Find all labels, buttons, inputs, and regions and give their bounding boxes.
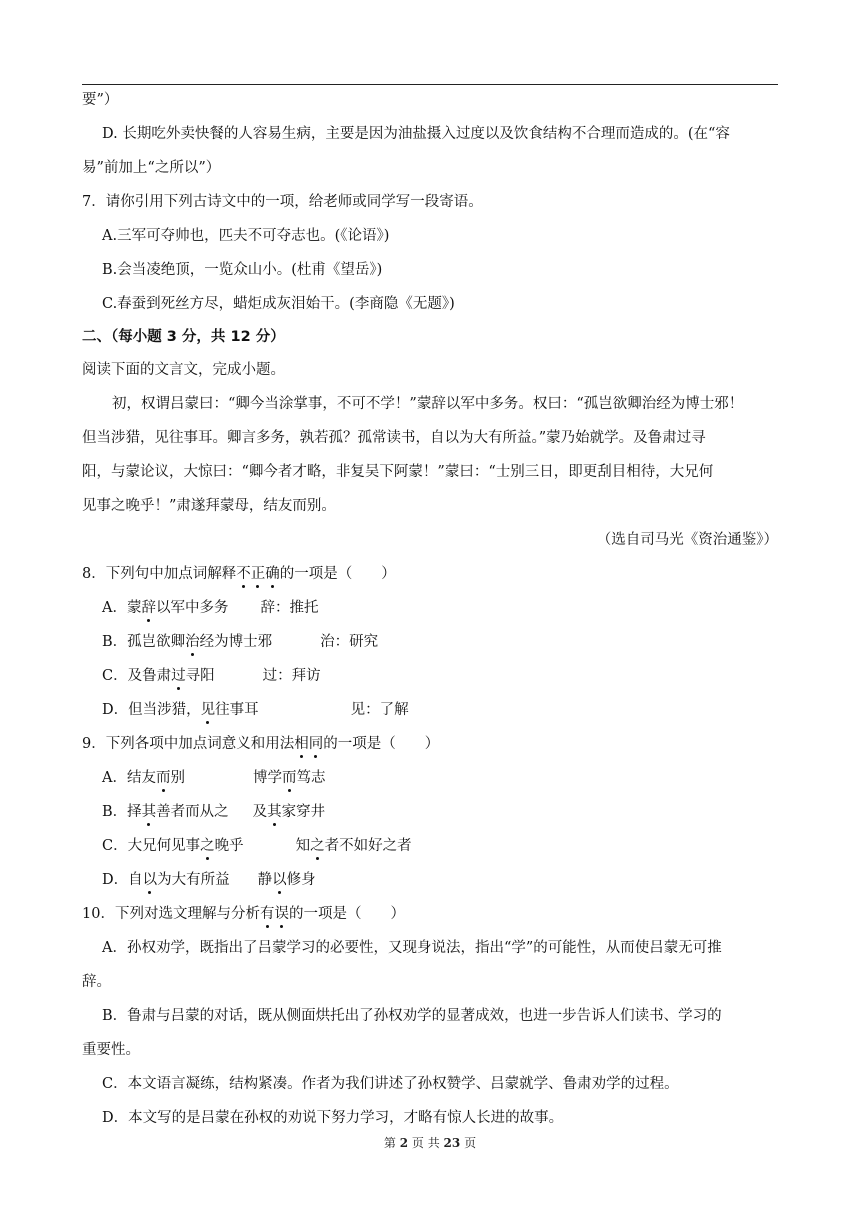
passage-line-2: 但当涉猎，见往事耳。卿言多务，孰若孤？孤常读书，自以为大有所益。”蒙乃始就学。及鲁肃过寻	[82, 430, 706, 446]
q10-stem	[82, 906, 778, 923]
q9-stem-emph-2: 同	[308, 736, 324, 752]
q8-option-emphasized-word: 治	[185, 634, 200, 650]
q9-option	[82, 770, 778, 787]
header-rule	[82, 84, 778, 85]
q9-option-right	[253, 770, 326, 787]
q7-option-a: A.三军可夺帅也，匹夫不可夺志也。(《论语》)	[102, 228, 390, 244]
q10-stem-b: 的一项是（ ）	[288, 906, 405, 922]
section2-heading: 二、（每小题 3 分，共 12 分）	[82, 329, 285, 345]
q10-stem-a: 10．下列对选文理解与分析	[82, 906, 260, 922]
q9-option-left-pre: D．自	[102, 872, 143, 888]
q8-option-post: 以军中多务	[155, 600, 229, 616]
q9-option-left-emphasized: 而	[155, 770, 171, 786]
q10-option-a-line1: A．孙权劝学，既指出了吕蒙学习的必要性，又现身说法，指出“学”的可能性，从而使吕蒙无可推	[102, 940, 722, 956]
q8-option-emphasized-word: 过	[171, 668, 186, 684]
q8-option-explanation: 辞：推托	[260, 600, 319, 616]
q8-option-emphasized-word: 见	[200, 702, 216, 718]
q8-option-pre: B．孤岂欲卿	[102, 634, 186, 650]
q9-option-left-emphasized: 其	[141, 804, 157, 820]
q10-option-d: D．本文写的是吕蒙在孙权的劝说下努力学习，才略有惊人长进的故事。	[102, 1110, 564, 1126]
q6-option-d-line2: 易”前加上“之所以”）	[82, 160, 221, 176]
q10-stem-emph-2: 误	[274, 906, 289, 922]
q9-option-left-pre: A．结友	[102, 770, 156, 786]
q9-option-left-post: 晚乎	[214, 838, 244, 854]
page-footer	[0, 1134, 860, 1151]
q9-option-left-emphasized: 之	[200, 838, 215, 854]
q7-option-c: C.春蚕到死丝方尽，蜡炬成灰泪始干。(李商隐《无题》)	[102, 296, 455, 312]
q9-option-right	[296, 838, 412, 855]
q8-option-explanation: 过：拜访	[262, 668, 321, 684]
q9-option-right-emphasized: 其	[267, 804, 282, 820]
q9-option-right	[258, 872, 316, 889]
q7-stem: 7．请你引用下列古诗文中的一项，给老师或同学写一段寄语。	[82, 194, 483, 210]
q9-option	[82, 838, 778, 855]
q8-stem	[82, 566, 778, 583]
q9-option-right-pre: 知	[295, 838, 311, 854]
q8-option	[82, 600, 778, 617]
q9-option-right-post: 者不如好之者	[324, 838, 412, 854]
q9-option-left-post: 为大有所益	[157, 872, 230, 888]
passage-source: （选自司马光《资治通鉴》）	[596, 532, 778, 548]
q8-option-pre: A．蒙	[102, 600, 142, 616]
footer-suffix: 页	[460, 1136, 477, 1150]
q8-stem-emph-3: 确	[265, 566, 280, 582]
passage-line-1: 初，权谓吕蒙曰：“卿今当涂掌事，不可不学！”蒙辞以军中多务。权曰：“孤岂欲卿治经为博士邪！	[112, 396, 744, 412]
section2-intro: 阅读下面的文言文，完成小题。	[82, 362, 285, 378]
q9-option-right-emphasized: 之	[310, 838, 325, 854]
q9-stem-b: 的一项是（ ）	[323, 736, 440, 752]
q8-stem-emph-1: 不	[236, 566, 251, 582]
footer-total-pages: 23	[443, 1136, 461, 1150]
q10-stem-emph-1: 有	[259, 906, 275, 922]
q6-tail-line: 要”）	[82, 92, 119, 108]
q8-option	[82, 668, 778, 685]
q9-option-left-post: 别	[170, 770, 185, 786]
q8-option-explanation: 见：了解	[350, 702, 409, 718]
q9-option-left-post: 善者而从之	[156, 804, 229, 820]
q9-option-left-emphasized: 以	[142, 872, 158, 888]
page-content	[82, 92, 778, 1127]
q8-stem-a: 8．下列句中加点词解释	[82, 566, 237, 582]
footer-mid: 页 共	[408, 1136, 444, 1150]
q9-option-right-emphasized: 以	[272, 872, 287, 888]
q8-option-post: 经为博士邪	[199, 634, 273, 650]
q9-option-right-pre: 博学	[252, 770, 282, 786]
q8-option-pre: C．及鲁肃	[102, 668, 172, 684]
q10-option-b-line2: 重要性。	[82, 1042, 140, 1058]
q10-option-b-line1: B．鲁肃与吕蒙的对话，既从侧面烘托出了孙权劝学的显著成效，也进一步告诉人们读书、学习的	[102, 1008, 722, 1024]
q9-option-left-pre: B．择	[102, 804, 142, 820]
q9-stem	[82, 736, 778, 753]
q8-option-pre: D．但当涉猎，	[102, 702, 201, 718]
q9-stem-a: 9．下列各项中加点词意义和用法	[82, 736, 295, 752]
q10-option-a-line2: 辞。	[82, 974, 111, 990]
q8-option	[82, 702, 778, 719]
q9-option-right-pre: 静	[257, 872, 273, 888]
q8-stem-emph-2: 正	[250, 566, 266, 582]
q8-option	[82, 634, 778, 651]
q6-option-d-line1: D. 长期吃外卖快餐的人容易生病，主要是因为油盐摄入过度以及饮食结构不合理而造成的。(在“容	[102, 126, 730, 142]
q8-stem-b: 的一项是（ ）	[279, 566, 396, 582]
q9-option-right-post: 修身	[286, 872, 316, 888]
q8-option-post: 往事耳	[215, 702, 259, 718]
q9-option-right-post: 笃志	[296, 770, 326, 786]
passage-line-3: 阳，与蒙论议，大惊曰：“卿今者才略，非复吴下阿蒙！”蒙曰：“士别三日，即更刮目相待，大兄何	[82, 464, 714, 480]
q9-option-right	[253, 804, 326, 821]
q9-option-right-post: 家穿井	[281, 804, 326, 820]
q10-option-c: C．本文语言凝练，结构紧凑。作者为我们讲述了孙权赞学、吕蒙就学、鲁肃劝学的过程。	[102, 1076, 679, 1092]
q9-option	[82, 804, 778, 821]
q9-stem-emph-1: 相	[294, 736, 309, 752]
q9-option-left-pre: C．大兄何见事	[102, 838, 201, 854]
q9-option-right-emphasized: 而	[281, 770, 297, 786]
q8-option-explanation: 治：研究	[320, 634, 379, 650]
q7-option-b: B.会当凌绝顶，一览众山小。(杜甫《望岳》)	[102, 262, 383, 278]
q9-option-right-pre: 及	[252, 804, 268, 820]
passage-line-4: 见事之晚乎！”肃遂拜蒙母，结友而别。	[82, 498, 336, 514]
q8-option-post: 寻阳	[185, 668, 215, 684]
footer-page-number: 2	[399, 1136, 409, 1150]
q9-option	[82, 872, 778, 889]
footer-prefix: 第	[383, 1136, 400, 1150]
q8-option-emphasized-word: 辞	[141, 600, 156, 616]
